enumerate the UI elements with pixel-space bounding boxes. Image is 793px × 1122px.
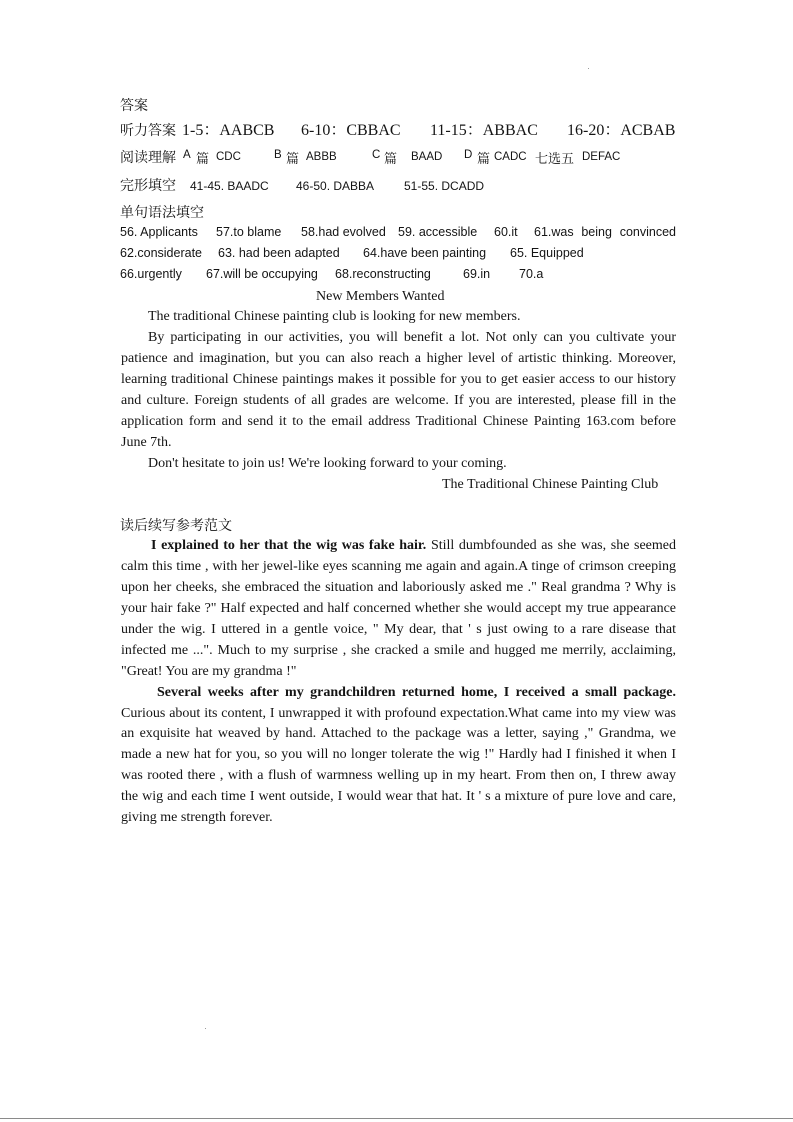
passage-answer: ABBB <box>306 151 337 163</box>
continuation-line: upon her cheeks, she embraced the situation and laboriously asked me ." Real grandma ? Why is <box>121 580 676 596</box>
continuation-line: Curious about its content, I unwrapped it with profound expectation.What came into my view was <box>121 705 676 721</box>
writing-body-line: June 7th. <box>121 434 172 450</box>
grammar-answer: 67.will be occupying <box>206 267 318 281</box>
grammar-answer: 65. Equipped <box>510 246 584 260</box>
writing-sample <box>0 287 793 496</box>
passage-letter: B <box>274 149 282 161</box>
continuation-line: calm this time , with her jewel-like eyes scanning me again and again.A tinge of crimson creeping <box>121 559 676 575</box>
cloze-group: 51-55. DCADD <box>404 179 485 193</box>
continuation-line <box>151 536 676 557</box>
grammar-answer: 56. Applicants <box>120 225 198 239</box>
paragraph-lead: Several weeks after my grandchildren returned home, I received a small package. <box>157 684 676 700</box>
passage-word: 篇 <box>477 152 491 167</box>
writing-body-line: application form and send it to the email address Traditional Chinese Painting 163.com before <box>121 413 676 429</box>
passage-answer: CDC <box>216 151 241 163</box>
continuation-line: your hair fake ?" Half expected and half concerned whether she would accept my true appearance <box>121 601 676 617</box>
writing-body-line: and culture. Foreign students of all grades are welcome. If you are interested, please fill in the <box>121 392 676 408</box>
continuation-line: made a new hat for you, so you will no longer tolerate the wig !" Hardly had I finished it when I <box>121 747 676 763</box>
continuation-line: "Great! You are my grandma !" <box>121 663 297 679</box>
continuation-heading: 读后续写参考范文 <box>120 517 232 534</box>
writing-title: New Members Wanted <box>316 288 445 304</box>
grammar-answer: 66.urgently <box>120 267 182 281</box>
grammar-answer: 61.was being convinced <box>534 225 676 239</box>
page-bottom-rule <box>0 1118 793 1119</box>
grammar-answer: 58.had evolved <box>301 225 386 239</box>
listening-label: 听力答案 <box>120 123 176 139</box>
listening-group: 11-15：ABBAC <box>430 122 538 139</box>
listening-group: 1-5：AABCB <box>182 122 275 139</box>
grammar-answer: 57.to blame <box>216 225 282 239</box>
grammar-answer: 64.have been painting <box>363 246 487 260</box>
passage-answer: BAAD <box>411 151 443 163</box>
writing-intro: The traditional Chinese painting club is looking for new members. <box>148 309 521 325</box>
grammar-answer: 62.considerate <box>120 246 203 260</box>
passage-word: 篇 <box>286 152 300 167</box>
passage-letter: C <box>372 149 381 161</box>
paragraph-lead: I explained to her that the wig was fake hair. <box>151 538 427 554</box>
writing-closing: Don't hesitate to join us! We're looking forward to your coming. <box>148 455 507 471</box>
writing-signature: The Traditional Chinese Painting Club <box>442 476 659 492</box>
writing-body-line: patience and imagination, but you can also reach a higher level of artistic thinking. Moreover, <box>121 351 676 367</box>
scan-speck <box>205 1028 206 1029</box>
passage-letter: A <box>183 149 191 161</box>
passage-word: 篇 <box>196 152 210 167</box>
passage-answer: CADC <box>494 151 527 163</box>
continuation-sample <box>0 516 793 829</box>
cloze-group: 41-45. BAADC <box>190 179 269 193</box>
scan-speck <box>588 68 589 69</box>
answers-heading: 答案 <box>120 98 148 114</box>
continuation-line: an exquisite hat weaved by hand. Attached to the package was a letter, saying ," Grandma, we <box>121 726 676 742</box>
grammar-answer: 59. accessible <box>398 225 478 239</box>
writing-body-line: learning traditional Chinese paintings makes it possible for you to get easier access to our history <box>121 372 676 388</box>
continuation-line <box>157 683 676 704</box>
grammar-label: 单句语法填空 <box>120 205 204 221</box>
reading-label: 阅读理解 <box>120 150 176 166</box>
cloze-label: 完形填空 <box>120 178 176 194</box>
writing-body-line: By participating in our activities, you will benefit a lot. Not only can you cultivate your <box>148 330 676 346</box>
grammar-answer: 69.in <box>463 267 491 281</box>
continuation-line: under the wig. I uttered in a gentle voice, " My dear, that ' s just owing to a rare disease that <box>121 621 676 637</box>
grammar-answer: 68.reconstructing <box>335 267 431 281</box>
listening-group: 6-10：CBBAC <box>301 122 401 139</box>
continuation-line: infected me ...". Much to my surprise , she cracked a smile and hugged me merrily, acclaiming, <box>121 642 676 658</box>
seven-choose-five-label: 七选五 <box>535 152 575 167</box>
continuation-line: giving me strength forever. <box>121 809 273 825</box>
listening-group: 16-20：ACBAB <box>567 122 676 139</box>
grammar-answer: 70.a <box>519 267 544 281</box>
continuation-line: the wig and each time I went outside, I would wear that hat. It ' s a mixture of pure love and care, <box>121 789 676 805</box>
cloze-group: 46-50. DABBA <box>296 179 375 193</box>
continuation-line: was rooted there , with a flush of warmness welling up in my heart. From then on, I threw away <box>121 768 676 784</box>
passage-letter: D <box>464 149 473 161</box>
grammar-answer: 60.it <box>494 225 518 239</box>
passage-word: 篇 <box>384 152 398 167</box>
seven-choose-five-answer: DEFAC <box>582 151 621 163</box>
grammar-answer: 63. had been adapted <box>218 246 340 260</box>
continuation-text: Still dumbfounded as she was, she seemed <box>430 538 677 554</box>
